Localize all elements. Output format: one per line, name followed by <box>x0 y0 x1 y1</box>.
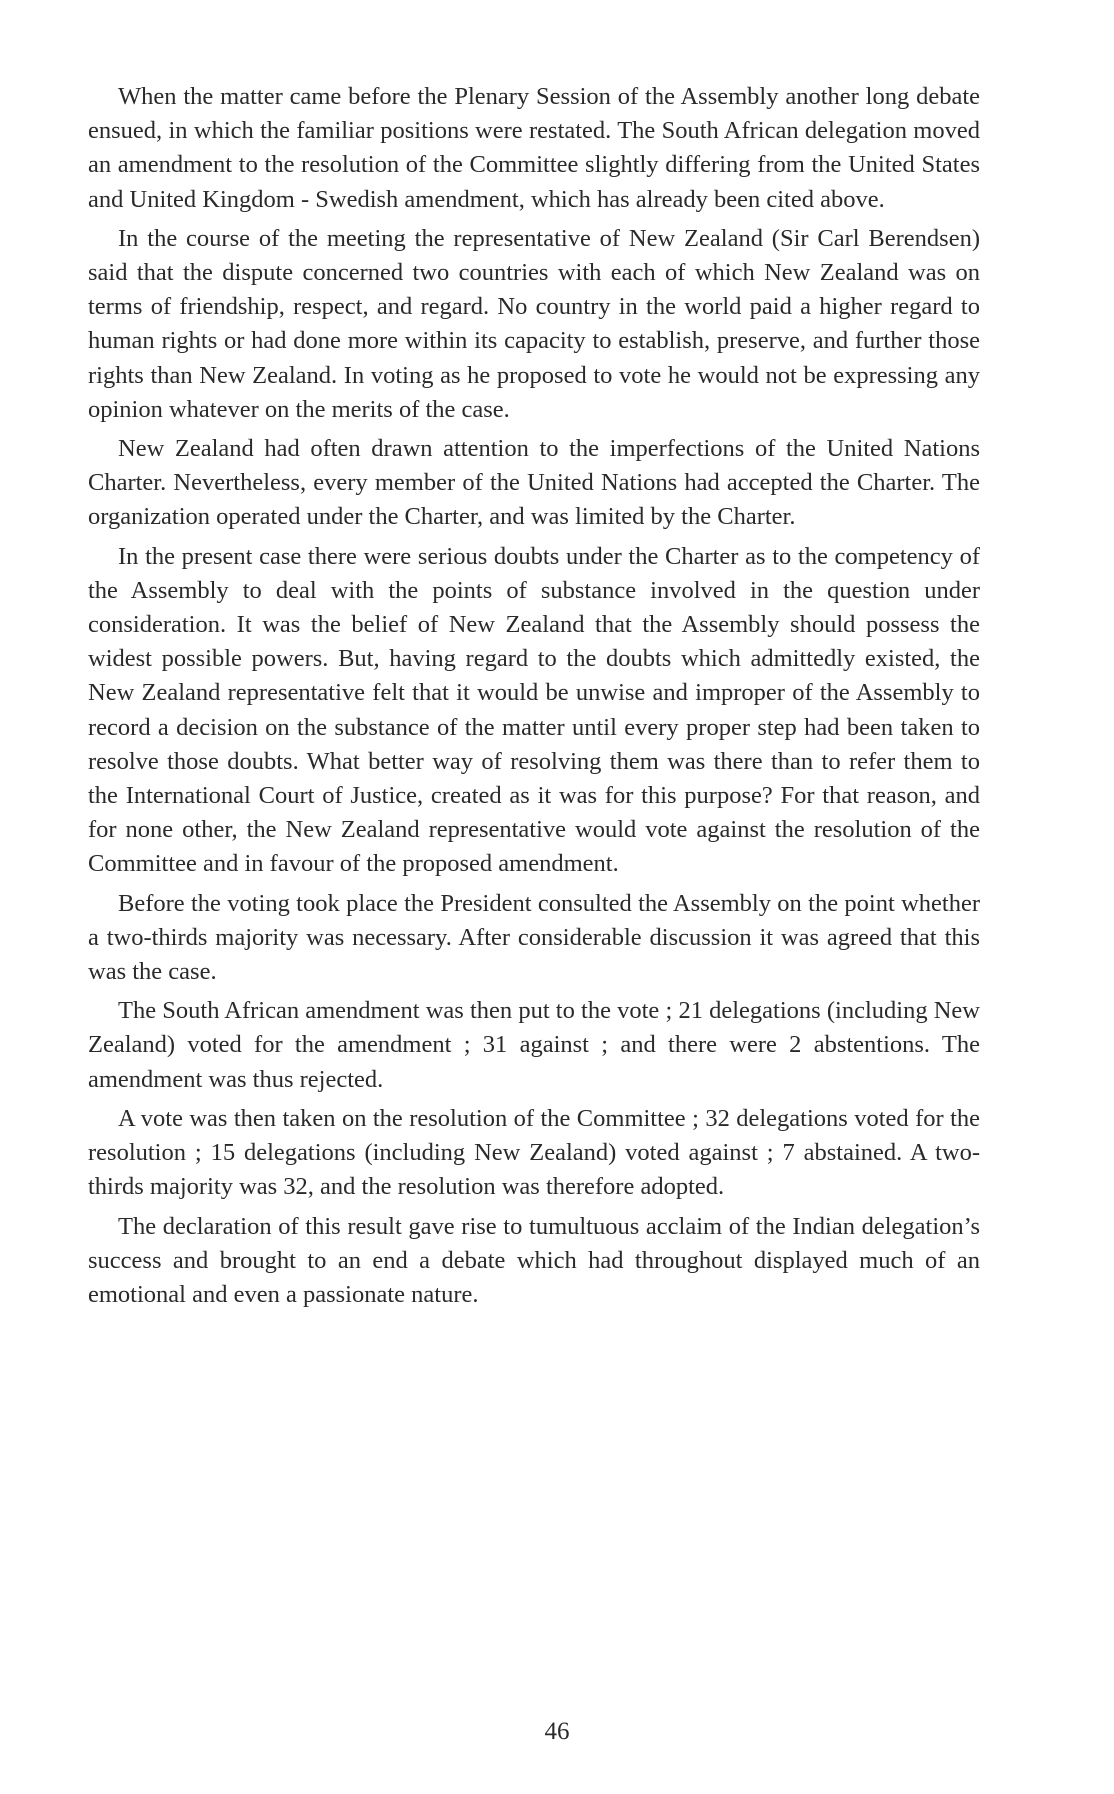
paragraph: When the matter came before the Plenary Session of the Assembly another long debate ensued, in which the familiar positions were restated. The South African delegation moved an amendment to the resolution of the Committee slightly differing from the United States and United Kingdom - Swedish amendment, which has already been cited above. <box>88 83 980 213</box>
paragraph: In the present case there were serious doubts under the Charter as to the competency of the Assembly to deal with the points of substance involved in the question under consideration. It was the belief of New Zealand that the Assembly should possess the widest possible powers. But, having regard to the doubts which admittedly existed, the New Zealand representative felt that it would be unwise and improper of the Assembly to record a decision on the substance of the matter until every proper step had been taken to resolve those doubts. What better way of resolving them was there than to refer them to the International Court of Justice, created as it was for this purpose? For that reason, and for none other, the New Zealand representative would vote against the resolution of the Committee and in favour of the proposed amendment. <box>88 542 980 878</box>
page-number: 46 <box>544 1718 570 1745</box>
paragraph: A vote was then taken on the resolution of the Committee ; 32 delegations voted for the resolution ; 15 delegations (including New Zealand) voted against ; 7 abstained. A two-thirds majority was 32, and the resolution was therefore adopted. <box>88 1104 980 1201</box>
paragraph: New Zealand had often drawn attention to the imperfections of the United Nations Charter. Nevertheless, every member of the United Nations had accepted the Charter. The organization operated under the Charter, and was limited by the Charter. <box>88 435 980 531</box>
paragraph: Before the voting took place the President consulted the Assembly on the point whether a two-thirds majority was necessary. After considerable discussion it was agreed that this was the case. <box>88 889 980 986</box>
paragraph: The declaration of this result gave rise to tumultuous acclaim of the Indian delegation’s success and brought to an end a debate which had throughout displayed much of an emotional and even a passionate nature. <box>88 1212 980 1308</box>
paragraph: The South African amendment was then put to the vote ; 21 delegations (including New Zealand) voted for the amendment ; 31 against ; and there were 2 abstentions. The amendment was thus rejected. <box>88 997 980 1093</box>
document-page <box>88 80 980 1317</box>
paragraph: In the course of the meeting the representative of New Zealand (Sir Carl Berendsen) said that the dispute concerned two countries with each of which New Zealand was on terms of friendship, respect, and regard. No country in the world paid a higher regard to human rights or had done more within its capacity to establish, preserve, and further those rights than New Zealand. In voting as he proposed to vote he would not be expressing any opinion whatever on the merits of the case. <box>88 224 980 423</box>
